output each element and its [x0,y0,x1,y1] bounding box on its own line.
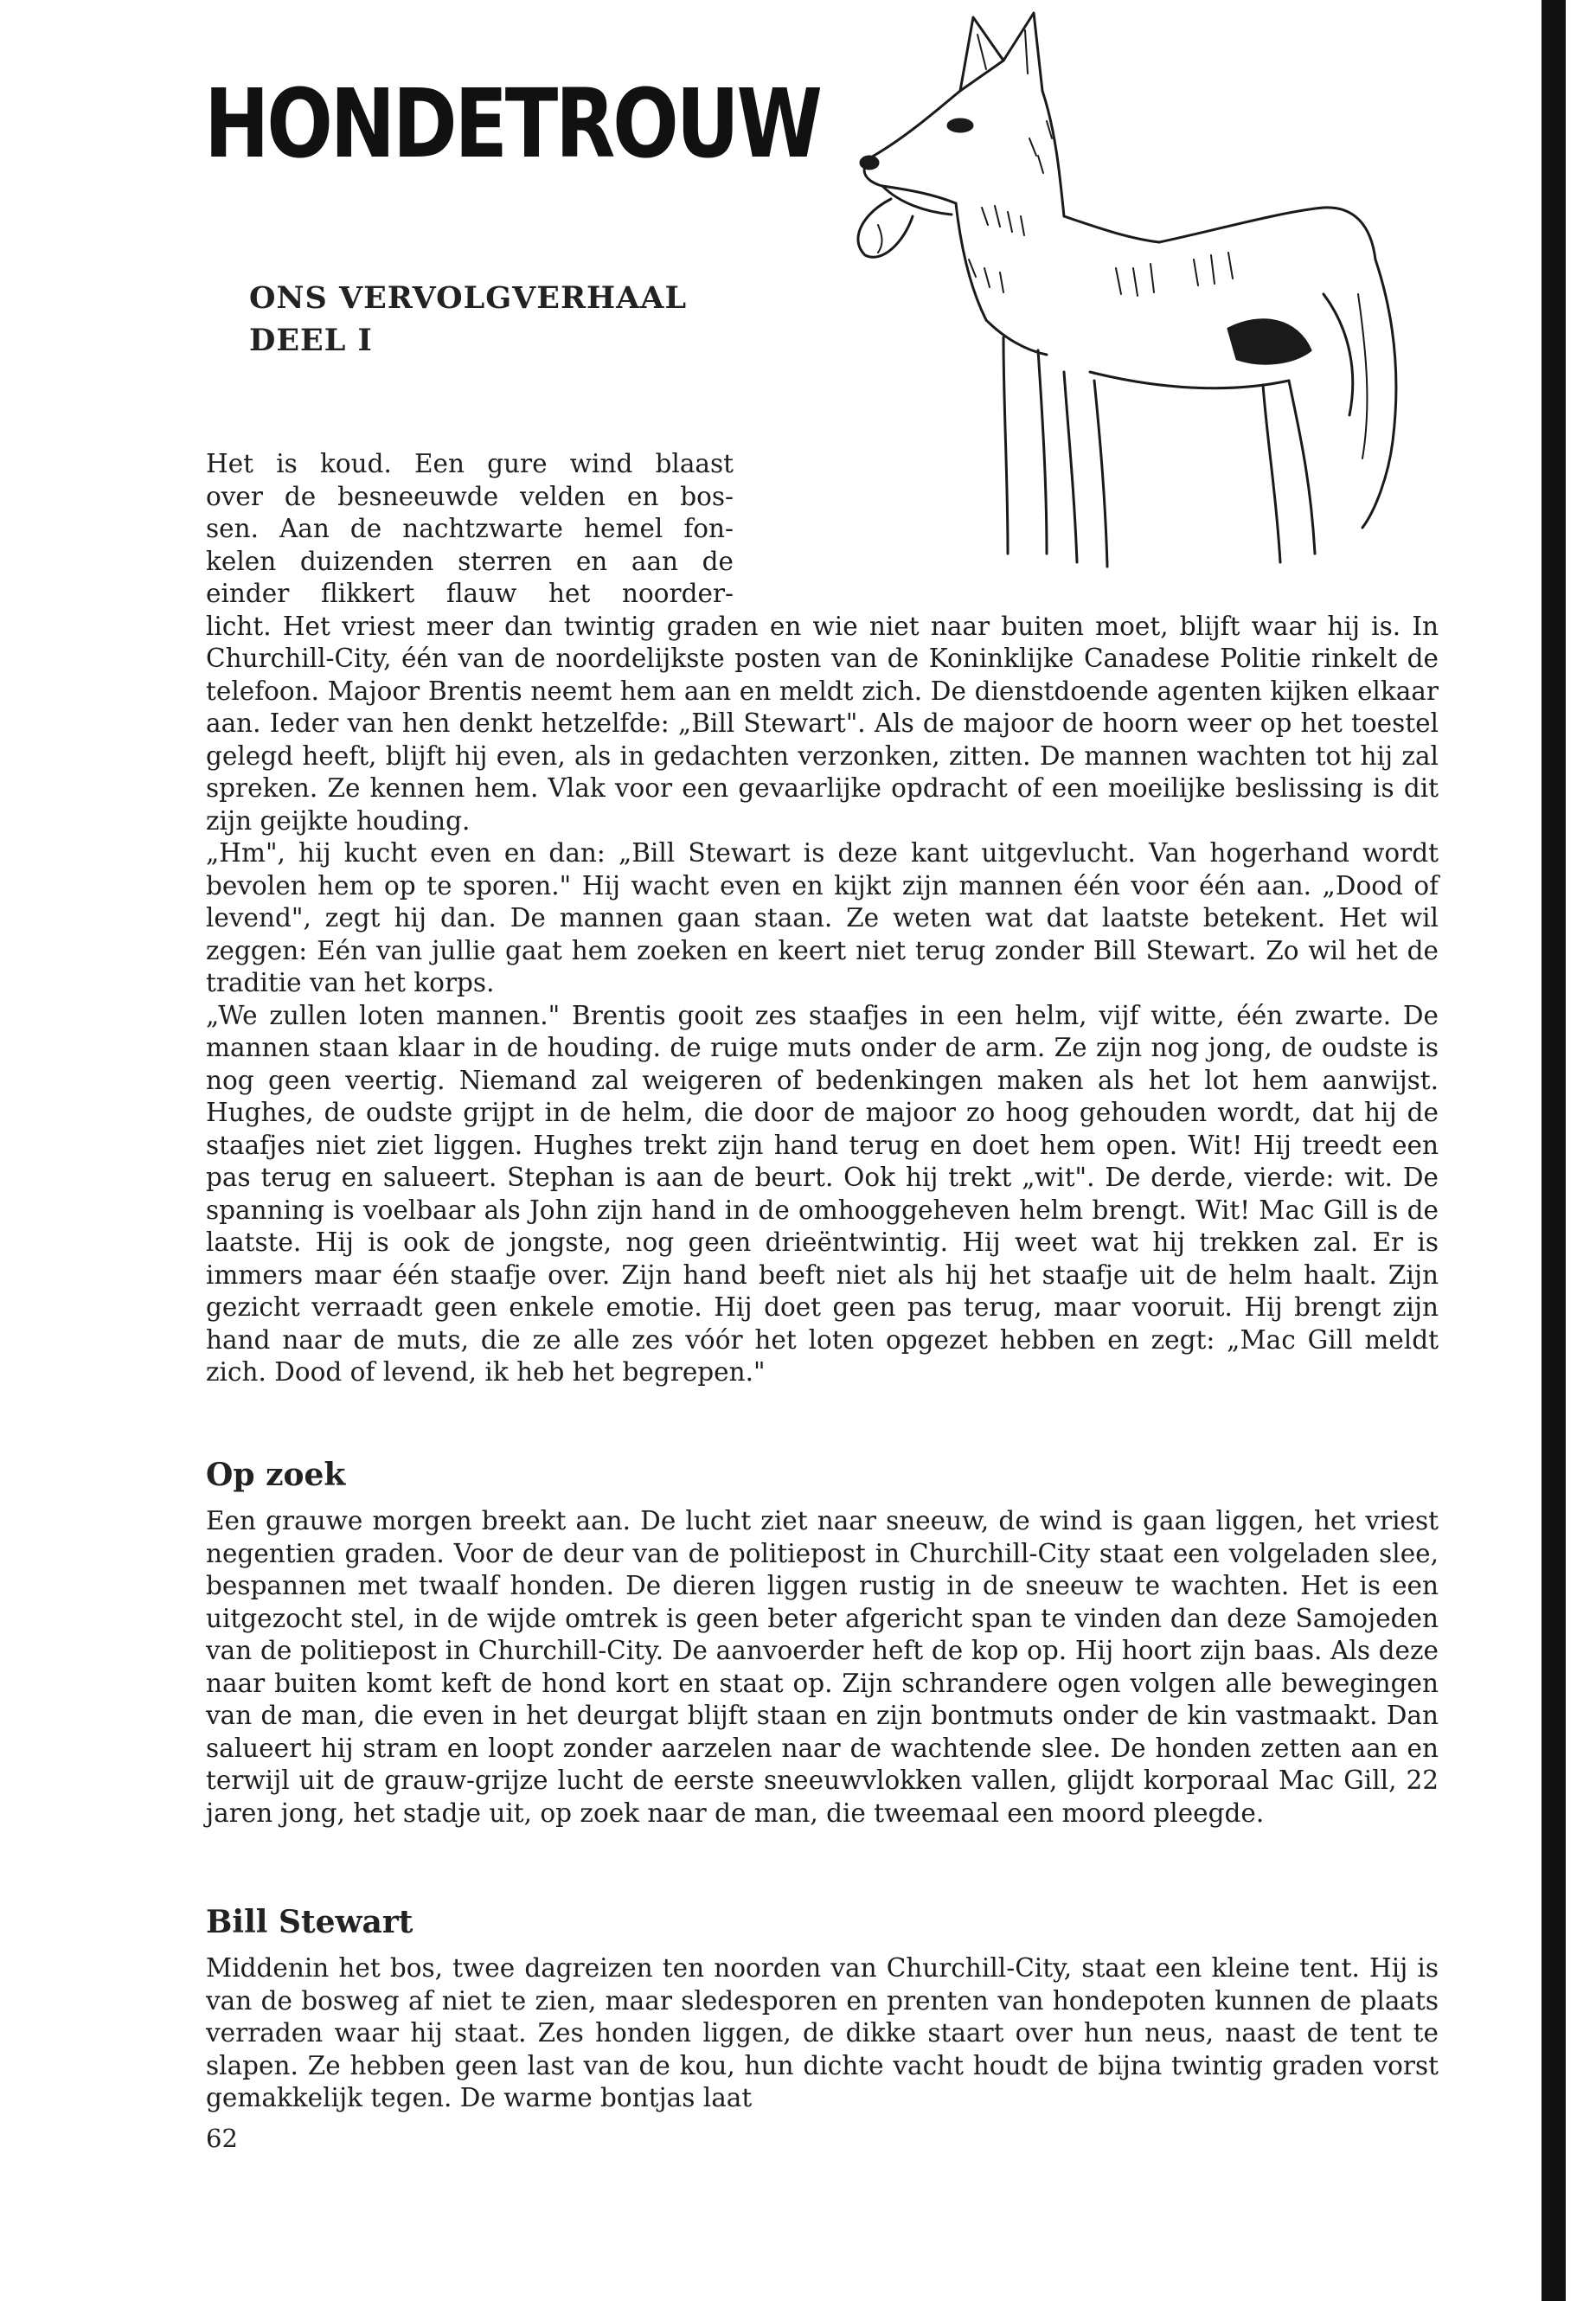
paragraph-1: licht. Het vriest meer dan twintig graden en wie niet naar buiten moet, blijft waar hij is. In Churchill-City, één van de noordelijkste posten van de Koninklijke Canadese Politie rinkelt de telefoon. Majoor Brentis neemt hem aan en meldt zich. De dienstdoende agenten kijken elkaar aan. Ieder van hen denkt hetzelfde: „Bill Stewart". Als de majoor de hoorn weer op het toestel gelegd heeft, blijft hij even, als in gedachten verzonken, zitten. De mannen wachten tot hij zal spreken. Ze kennen hem. Vlak voor een gevaarlijke opdracht of een moeilijke beslissing is dit zijn geijkte houding. [206,611,1439,836]
article-title: HONDETROUW [204,68,820,179]
subtitle-line-2: DEEL I [249,323,373,358]
intro-text [206,448,734,611]
section-op-zoek-text: Een grauwe morgen breekt aan. De lucht ziet naar sneeuw, de wind is gaan liggen, het vriest negentien graden. Voor de deur van de politiepost in Churchill-City staat een volgeladen slee, bespannen met twaalf honden. De dieren liggen rustig in de sneeuw te wachten. Het is een uitgezocht stel, in de wijde omtrek is geen beter afgericht span te vinden dan deze Samojeden van de politiepost in Churchill-City. De aanvoerder heft de kop op. Hij hoort zijn baas. Als deze naar buiten komt keft de hond kort en staat op. Zijn schrandere ogen volgen alle bewegingen van de man, die even in het deurgat blijft staan en zijn bontmuts onder de kin vastmaakt. Dan salueert hij stram en loopt zonder aarzelen naar de wachtende slee. De honden zetten aan en terwijl uit de grauw-grijze lucht de eerste sneeuwvlokken vallen, glijdt korporaal Mac Gill, 22 jaren jong, het stadje uit, op zoek naar de man, die tweemaal een moord pleegde. [206,1506,1439,1828]
german-shepherd-dog-illustration [830,9,1427,606]
subtitle-line-1: ONS VERVOLGVERHAAL [249,280,688,316]
section-bill-stewart-text: Middenin het bos, twee dagreizen ten noorden van Churchill-City, staat een kleine tent. Hij is van de bosweg af niet te zien, maar sledesporen en prenten van hondepoten kunnen de plaats verraden waar hij staat. Zes honden liggen, de dikke staart over hun neus, naast de tent te slapen. Ze hebben geen last van de kou, hun dichte vacht houdt de bijna twintig graden vorst gemakkelijk tegen. De warme bontjas laat [206,1953,1439,2112]
intro-line: einder flikkert flauw het noorder- [206,579,734,608]
intro-line: over de besneeuwde velden en bos- [206,481,734,511]
intro-line: kelen duizenden sterren en aan de [206,546,734,576]
section-heading-bill-stewart: Bill Stewart [206,1904,413,1940]
intro-line: sen. Aan de nachtzwarte hemel fon- [206,514,734,543]
intro-line: Het is koud. Een gure wind blaast [206,449,734,478]
main-paragraphs [206,611,1439,1389]
paragraph-2: „Hm", hij kucht even en dan: „Bill Stewart is deze kant uitgevlucht. Van hogerhand wordt bevolen hem op te sporen." Hij wacht even en kijkt zijn mannen één voor één aan. „Dood of levend", zegt hij dan. De mannen gaan staan. Ze weten wat dat laatste betekent. Het wil zeggen: Eén van jullie gaat hem zoeken en keert niet terug zonder Bill Stewart. Zo wil het de traditie van het korps. [206,838,1439,997]
paragraph-3: „We zullen loten mannen." Brentis gooit zes staafjes in een helm, vijf witte, één zwarte. De mannen staan klaar in de houding. de ruige muts onder de arm. Ze zijn nog jong, de oudste is nog geen veertig. Niemand zal weigeren of bedenkingen maken als het lot hem aanwijst. Hughes, de oudste grijpt in de helm, die door de majoor zo hoog gehouden wordt, dat hij de staafjes niet ziet liggen. Hughes trekt zijn hand terug en doet hem open. Wit! Hij treedt een pas terug en salueert. Stephan is aan de beurt. Ook hij trekt „wit". De derde, vierde: wit. De spanning is voelbaar als John zijn hand in de omhooggeheven helm brengt. Wit! Mac Gill is de laatste. Hij is ook de jongste, nog geen drieëntwintig. Hij weet wat hij trekken zal. Er is immers maar één staafje over. Zijn hand beeft niet als hij het staafje uit de helm haalt. Zijn gezicht verraadt geen enkele emotie. Hij doet geen pas terug, maar vooruit. Hij brengt zijn hand naar de muts, die ze alle zes vóór het loten opgezet hebben en zegt: „Mac Gill meldt zich. Dood of levend, ik heb het begrepen." [206,1000,1439,1387]
page-number: 62 [206,2124,238,2153]
section-heading-op-zoek: Op zoek [206,1457,346,1493]
page-edge-bar [1542,0,1566,2301]
article-subtitle [249,277,687,362]
